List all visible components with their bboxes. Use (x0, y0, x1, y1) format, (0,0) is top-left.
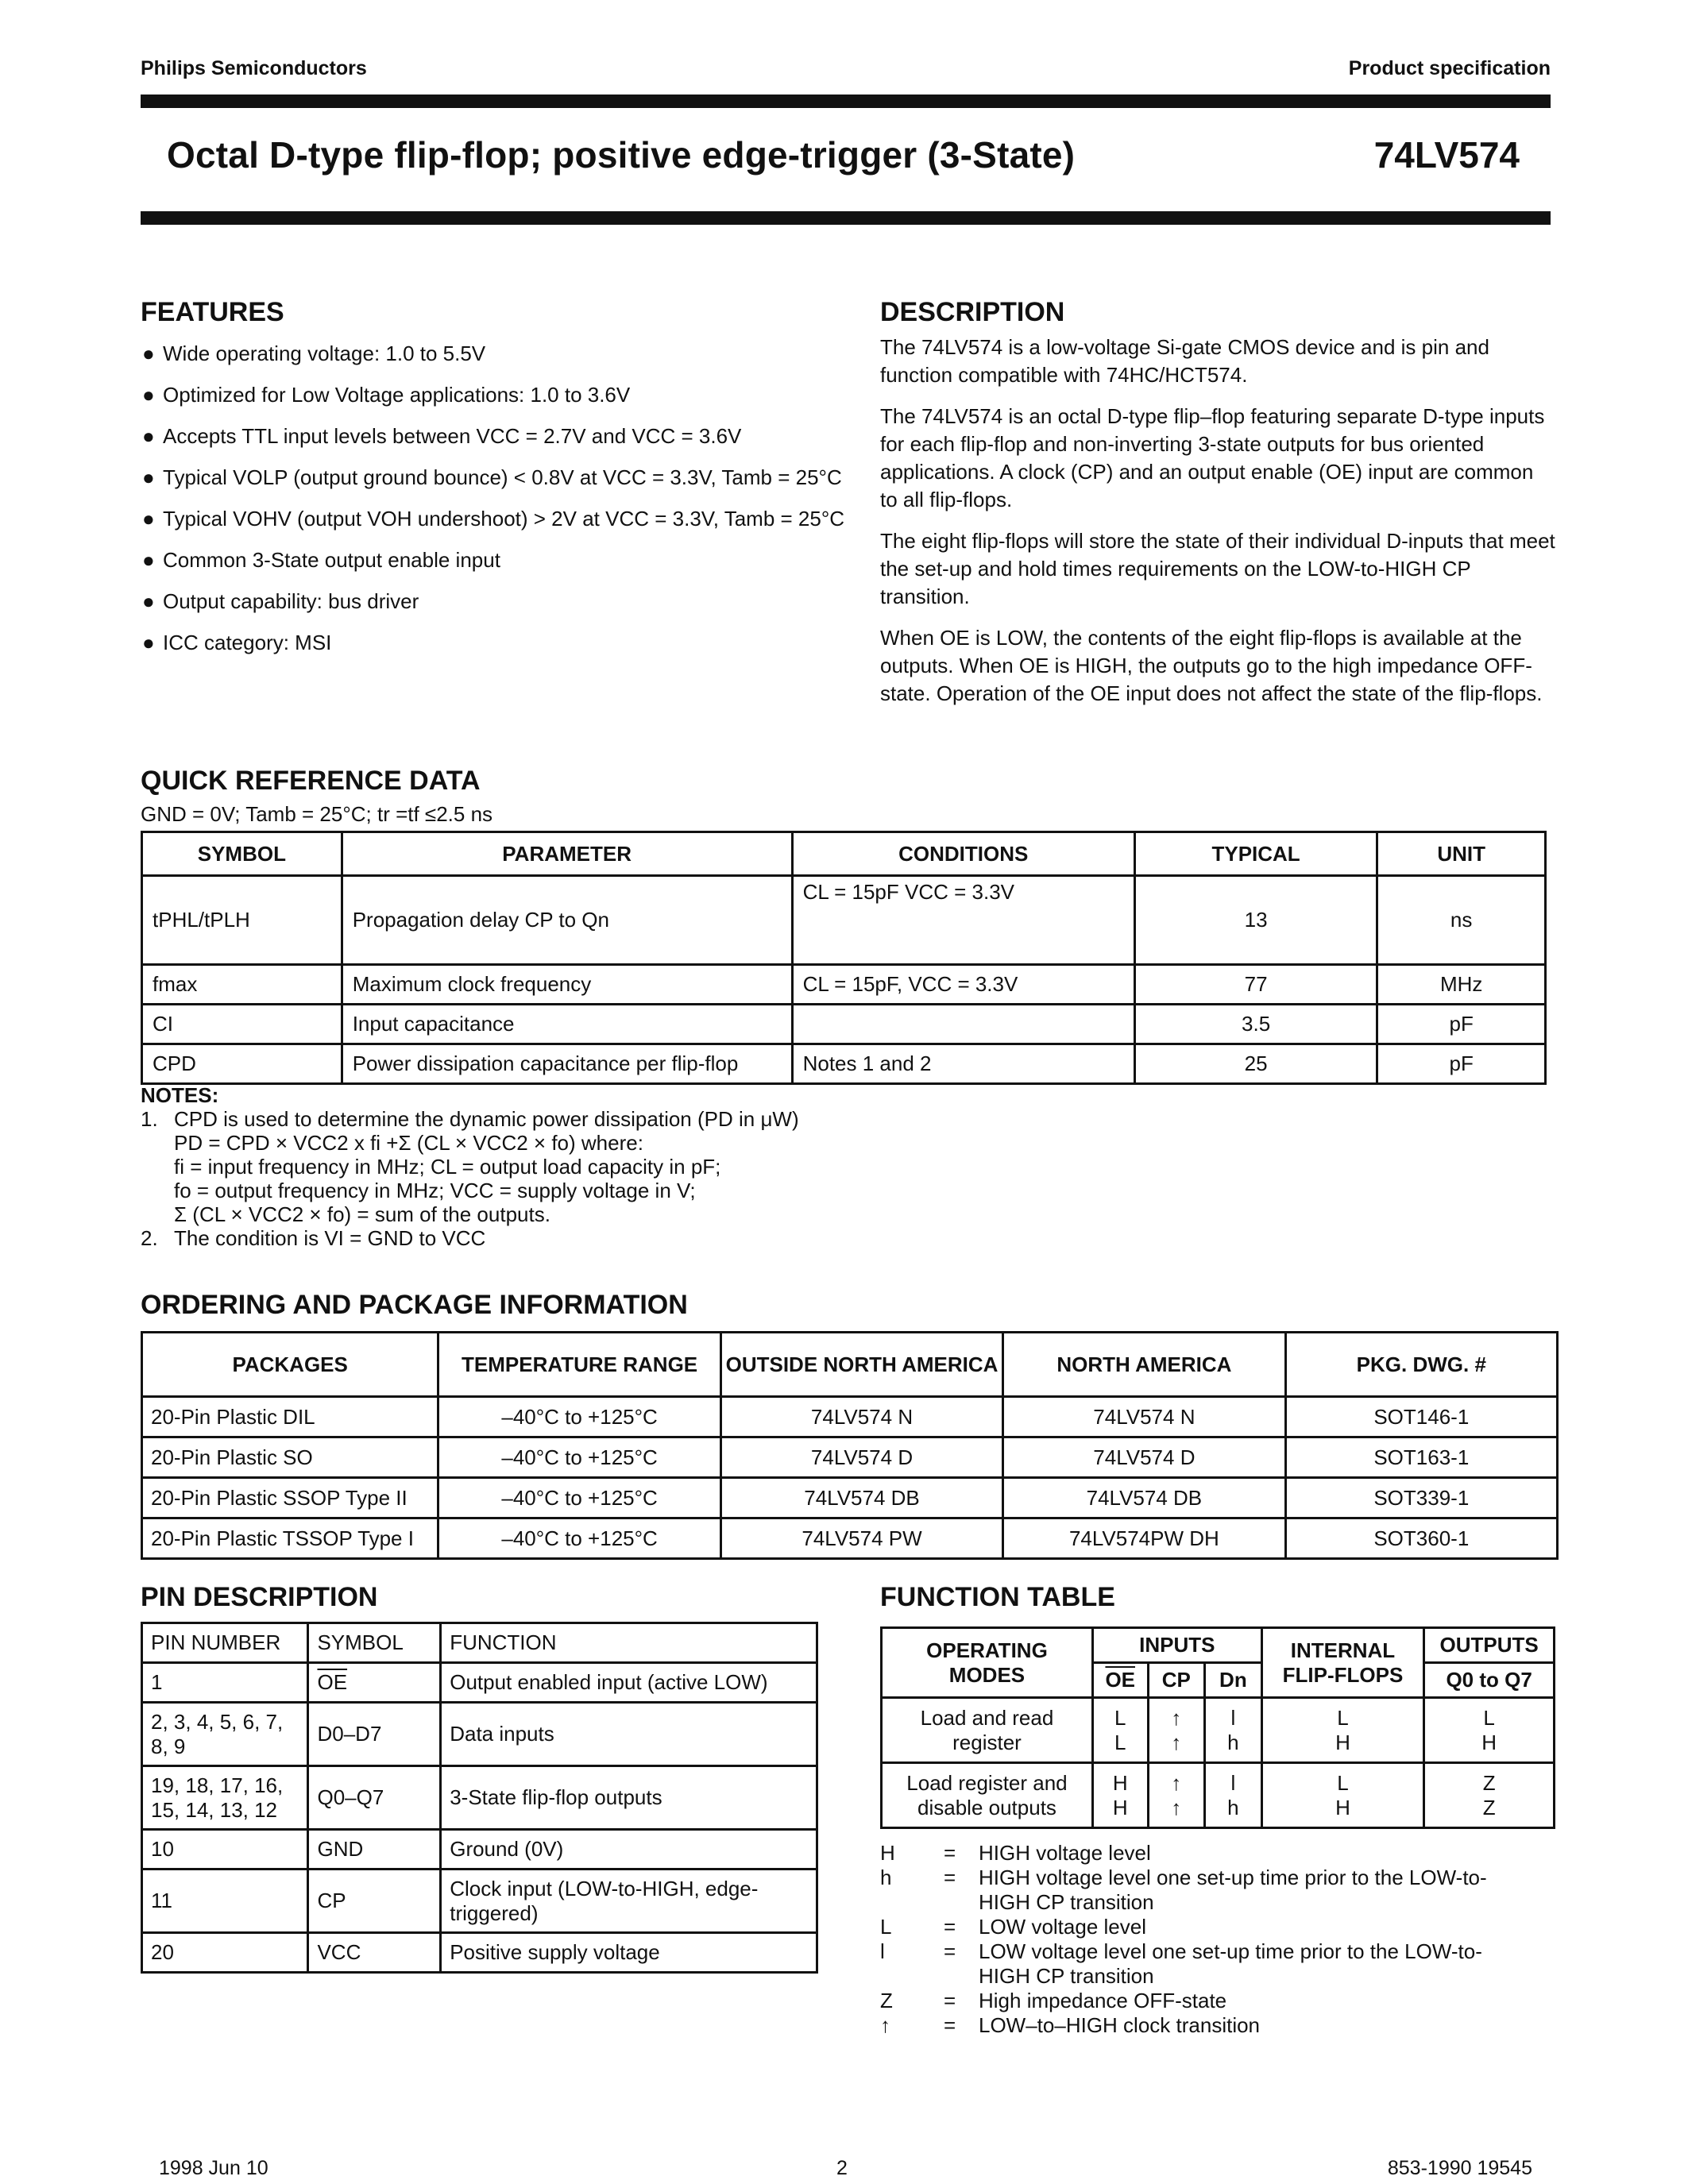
column-header-modes: OPERATING MODES (882, 1628, 1093, 1698)
bullet-icon: ● (142, 341, 155, 365)
bullet-icon: ● (142, 589, 155, 613)
table-header-row (142, 832, 1546, 876)
table-row (142, 1437, 1558, 1478)
pin-description-table (141, 1622, 818, 1974)
cell-temperature: –40°C to +125°C (438, 1518, 721, 1559)
cell-pkg-dwg: SOT360-1 (1285, 1518, 1557, 1559)
cell-pkg-dwg: SOT339-1 (1285, 1478, 1557, 1518)
description-heading: DESCRIPTION (880, 297, 1065, 327)
cell-outside-na: 74LV574 N (720, 1397, 1002, 1437)
cell-temperature: –40°C to +125°C (438, 1437, 721, 1478)
table-row (142, 1830, 817, 1870)
top-rule (141, 95, 1551, 108)
table-row (142, 1703, 817, 1766)
legend-row: l = LOW voltage level one set-up time prior to the LOW-to-HIGH CP transition (880, 1939, 1482, 1988)
cell-symbol: CI (142, 1005, 342, 1044)
column-header: SYMBOL (308, 1623, 441, 1663)
cell-symbol: Q0–Q7 (308, 1766, 441, 1830)
cell-typical: 25 (1134, 1044, 1377, 1084)
description-paragraph: The eight flip-flops will store the state of their individual D-inputs that meet the set-up and hold times requirements on the LOW-to-HIGH CP transition. (880, 529, 1555, 608)
cell-outside-na: 74LV574 DB (720, 1478, 1002, 1518)
legend-row: Z = High impedance OFF-state (880, 1989, 1227, 2012)
quick-ref-conditions: GND = 0V; Tamb = 25°C; tr =tf ≤2.5 ns (141, 802, 493, 826)
note-line: 1. CPD is used to determine the dynamic power dissipation (PD in μW) (141, 1107, 799, 1131)
cell-cp: ↑ ↑ (1148, 1763, 1205, 1828)
cell-north-america: 74LV574 D (1003, 1437, 1285, 1478)
features-list (141, 340, 848, 670)
cell-mode: Load and read register (882, 1698, 1093, 1763)
cell-unit: ns (1377, 876, 1546, 965)
cell-parameter: Power dissipation capacitance per flip-flop (342, 1044, 792, 1084)
cell-flipflop: L H (1261, 1698, 1424, 1763)
notes-heading: NOTES: (141, 1083, 219, 1107)
feature-item: ● Optimized for Low Voltage applications: 1.0 to 3.6V (142, 383, 631, 407)
table-row (142, 1478, 1558, 1518)
cell-flipflop: L H (1261, 1763, 1424, 1828)
title-rule (141, 211, 1551, 225)
table-row (142, 1766, 817, 1830)
cell-conditions: CL = 15pF VCC = 3.3V (792, 876, 1134, 965)
cell-symbol: GND (308, 1830, 441, 1870)
subheader-cp: CP (1148, 1663, 1205, 1698)
table-row (142, 1870, 817, 1933)
cell-package: 20-Pin Plastic SO (142, 1437, 438, 1478)
features-heading: FEATURES (141, 297, 284, 327)
bullet-icon: ● (142, 465, 155, 489)
cell-north-america: 74LV574PW DH (1003, 1518, 1285, 1559)
feature-item: ● Typical VOHV (output VOH undershoot) > 2V at VCC = 3.3V, Tamb = 25°C (142, 507, 845, 531)
cell-oe: L L (1092, 1698, 1148, 1763)
function-table-heading: FUNCTION TABLE (880, 1582, 1115, 1612)
cell-dn: l h (1205, 1698, 1262, 1763)
feature-item: ● ICC category: MSI (142, 631, 332, 654)
cell-dn: l h (1205, 1763, 1262, 1828)
feature-item: ● Common 3-State output enable input (142, 548, 500, 572)
cell-package: 20-Pin Plastic SSOP Type II (142, 1478, 438, 1518)
cell-pkg-dwg: SOT146-1 (1285, 1397, 1557, 1437)
table-row (882, 1698, 1555, 1763)
column-header-outputs: OUTPUTS (1424, 1628, 1555, 1663)
cell-conditions (792, 1005, 1134, 1044)
column-header: OUTSIDE NORTH AMERICA (720, 1333, 1002, 1397)
cell-temperature: –40°C to +125°C (438, 1397, 721, 1437)
bullet-icon: ● (142, 383, 155, 407)
cell-outside-na: 74LV574 D (720, 1437, 1002, 1478)
column-header: TEMPERATURE RANGE (438, 1333, 721, 1397)
cell-outside-na: 74LV574 PW (720, 1518, 1002, 1559)
cell-parameter: Propagation delay CP to Qn (342, 876, 792, 965)
table-header-row (142, 1333, 1558, 1397)
column-header-inputs: INPUTS (1092, 1628, 1261, 1663)
notes (141, 1083, 1332, 1250)
table-row (142, 1397, 1558, 1437)
table-row (142, 1663, 817, 1703)
cell-package: 20-Pin Plastic TSSOP Type I (142, 1518, 438, 1559)
pin-description-heading: PIN DESCRIPTION (141, 1582, 378, 1612)
cell-unit: MHz (1377, 965, 1546, 1005)
ordering-table (141, 1331, 1559, 1560)
subheader-dn: Dn (1205, 1663, 1262, 1698)
description-paragraph: The 74LV574 is a low-voltage Si-gate CMOS device and is pin and function compatible with 74HC/HCT574. (880, 335, 1489, 387)
cell-pin-number: 1 (142, 1663, 308, 1703)
table-row (142, 1044, 1546, 1084)
table-header-row (142, 1623, 817, 1663)
cell-mode: Load register and disable outputs (882, 1763, 1093, 1828)
cell-symbol: fmax (142, 965, 342, 1005)
table-row (142, 965, 1546, 1005)
column-header: UNIT (1377, 832, 1546, 876)
cell-symbol: VCC (308, 1933, 441, 1973)
description-paragraph: The 74LV574 is an octal D-type flip–flop featuring separate D-type inputs for each flip-flop and non-inverting 3-state outputs for bus oriented applications. A clock (CP) and an output enable (OE) input are common to all flip-flops. (880, 404, 1545, 511)
legend-row: h = HIGH voltage level one set-up time prior to the LOW-to-HIGH CP transition (880, 1866, 1487, 1914)
cell-cp: ↑ ↑ (1148, 1698, 1205, 1763)
subheader-q: Q0 to Q7 (1424, 1663, 1555, 1698)
page-title: Octal D-type flip-flop; positive edge-trigger (3-State) (167, 134, 1076, 176)
cell-north-america: 74LV574 N (1003, 1397, 1285, 1437)
feature-item: ● Accepts TTL input levels between VCC = 2.7V and VCC = 3.6V (142, 424, 742, 448)
bullet-icon: ● (142, 507, 155, 531)
feature-item: ● Output capability: bus driver (142, 589, 419, 613)
cell-typical: 77 (1134, 965, 1377, 1005)
note-line: fi = input frequency in MHz; CL = output load capacity in pF; (174, 1155, 721, 1179)
cell-temperature: –40°C to +125°C (438, 1478, 721, 1518)
part-number: 74LV574 (1373, 134, 1520, 176)
cell-output: L H (1424, 1698, 1555, 1763)
cell-pkg-dwg: SOT163-1 (1285, 1437, 1557, 1478)
header-company: Philips Semiconductors (141, 57, 367, 79)
column-header: SYMBOL (142, 832, 342, 876)
feature-item: ● Typical VOLP (output ground bounce) < 0.8V at VCC = 3.3V, Tamb = 25°C (142, 465, 842, 489)
cell-function: 3-State flip-flop outputs (441, 1766, 817, 1830)
ordering-heading: ORDERING AND PACKAGE INFORMATION (141, 1290, 688, 1320)
cell-output: Z Z (1424, 1763, 1555, 1828)
table-header-row (882, 1628, 1555, 1663)
cell-conditions: Notes 1 and 2 (792, 1044, 1134, 1084)
cell-function: Positive supply voltage (441, 1933, 817, 1973)
footer-page-number: 2 (836, 2157, 848, 2179)
column-header: TYPICAL (1134, 832, 1377, 876)
note-line: Σ (CL × VCC2 × fo) = sum of the outputs. (174, 1202, 550, 1226)
column-header: PKG. DWG. # (1285, 1333, 1557, 1397)
cell-pin-number: 11 (142, 1870, 308, 1933)
column-header: FUNCTION (441, 1623, 817, 1663)
column-header: NORTH AMERICA (1003, 1333, 1285, 1397)
quick-ref-heading: QUICK REFERENCE DATA (141, 766, 481, 796)
note-line: 2. The condition is VI = GND to VCC (141, 1226, 486, 1250)
legend-row: H = HIGH voltage level (880, 1841, 1151, 1865)
column-header-internal: INTERNAL FLIP-FLOPS (1261, 1628, 1424, 1698)
legend-row: ↑ = LOW–to–HIGH clock transition (880, 2013, 1261, 2037)
column-header: CONDITIONS (792, 832, 1134, 876)
cell-symbol: $\overline{OE}$ (308, 1663, 441, 1703)
cell-unit: pF (1377, 1044, 1546, 1084)
footer-doc-number: 853-1990 19545 (1387, 2157, 1532, 2179)
table-row (142, 876, 1546, 965)
cell-symbol: D0–D7 (308, 1703, 441, 1766)
cell-symbol: tPHL/tPLH (142, 876, 342, 965)
description-paragraph: When OE is LOW, the contents of the eight flip-flops is available at the outputs. When OE is HIGH, the outputs go to the high impedance OFF-state. Operation of the OE input does not affect the state of the flip-flops. (880, 626, 1543, 705)
legend-row: L = LOW voltage level (880, 1915, 1146, 1939)
cell-pin-number: 20 (142, 1933, 308, 1973)
quick-ref-table (141, 831, 1547, 1085)
cell-pin-number: 2, 3, 4, 5, 6, 7, 8, 9 (142, 1703, 308, 1766)
table-row (142, 1933, 817, 1973)
cell-symbol: CPD (142, 1044, 342, 1084)
column-header: PARAMETER (342, 832, 792, 876)
cell-conditions: CL = 15pF, VCC = 3.3V (792, 965, 1134, 1005)
cell-typical: 13 (1134, 876, 1377, 965)
cell-function: Clock input (LOW-to-HIGH, edge-triggered) (441, 1870, 817, 1933)
function-table (880, 1626, 1555, 1829)
cell-symbol: CP (308, 1870, 441, 1933)
cell-unit: pF (1377, 1005, 1546, 1044)
header-doc-type: Product specification (1348, 57, 1551, 79)
cell-package: 20-Pin Plastic DIL (142, 1397, 438, 1437)
cell-function: Output enabled input (active LOW) (441, 1663, 817, 1703)
function-legend (880, 1841, 1495, 2038)
cell-oe: H H (1092, 1763, 1148, 1828)
description-body (880, 334, 1555, 721)
note-line: fo = output frequency in MHz; VCC = supply voltage in V; (174, 1179, 696, 1202)
feature-item: ● Wide operating voltage: 1.0 to 5.5V (142, 341, 486, 365)
cell-pin-number: 19, 18, 17, 16, 15, 14, 13, 12 (142, 1766, 308, 1830)
bullet-icon: ● (142, 548, 155, 572)
table-row (882, 1763, 1555, 1828)
footer-date: 1998 Jun 10 (159, 2157, 268, 2179)
cell-north-america: 74LV574 DB (1003, 1478, 1285, 1518)
table-row (142, 1005, 1546, 1044)
cell-pin-number: 10 (142, 1830, 308, 1870)
cell-function: Ground (0V) (441, 1830, 817, 1870)
cell-function: Data inputs (441, 1703, 817, 1766)
bullet-icon: ● (142, 631, 155, 654)
subheader-oe: $\overline{OE}$ (1092, 1663, 1148, 1698)
note-line: PD = CPD × VCC2 x fi +Σ (CL × VCC2 × fo) where: (174, 1131, 643, 1155)
table-row (142, 1518, 1558, 1559)
cell-typical: 3.5 (1134, 1005, 1377, 1044)
column-header: PACKAGES (142, 1333, 438, 1397)
bullet-icon: ● (142, 424, 155, 448)
column-header: PIN NUMBER (142, 1623, 308, 1663)
cell-parameter: Maximum clock frequency (342, 965, 792, 1005)
cell-parameter: Input capacitance (342, 1005, 792, 1044)
